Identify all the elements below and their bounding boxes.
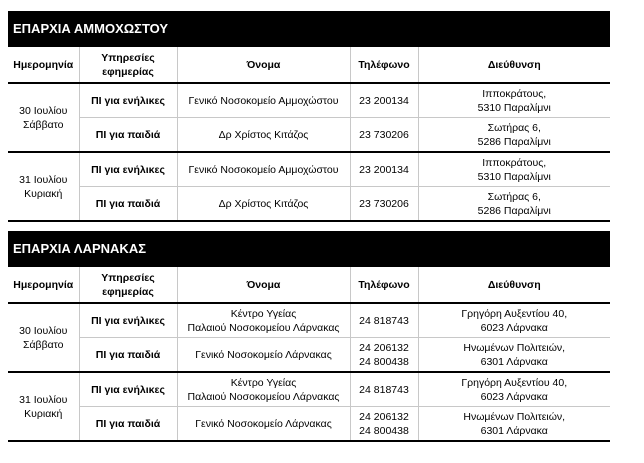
name-text: Γενικό Νοσοκομείο Αμμοχώστου bbox=[188, 163, 339, 176]
section-title: ΕΠΑΡΧΙΑ ΛΑΡΝΑΚΑΣ bbox=[8, 231, 610, 267]
name-text: Δρ Χρίστος Κιτάζος bbox=[218, 197, 309, 210]
weekday-text: Κυριακή bbox=[24, 407, 63, 420]
address-line-1: Γρηγόρη Αυξεντίου 40, bbox=[461, 376, 568, 389]
table-row bbox=[8, 187, 610, 222]
phone-text: 23 200134 bbox=[359, 94, 409, 107]
header-name: Όνομα bbox=[177, 267, 350, 303]
phone-cell bbox=[350, 83, 418, 118]
address-line-2: 6023 Λάρνακα bbox=[480, 390, 548, 403]
service-cell: ΠΙ για ενήλικες bbox=[79, 152, 177, 187]
header-address: Διεύθυνση bbox=[418, 267, 610, 303]
section-ammochostos bbox=[8, 11, 610, 222]
phone-text: 23 730206 bbox=[359, 128, 409, 141]
name-cell bbox=[177, 118, 350, 153]
address-line-2: 6301 Λάρνακα bbox=[480, 424, 548, 437]
service-cell: ΠΙ για ενήλικες bbox=[79, 303, 177, 338]
service-cell: ΠΙ για παιδιά bbox=[79, 407, 177, 442]
header-date: Ημερομηνία bbox=[13, 278, 74, 291]
date-text: 31 Ιουλίου bbox=[19, 393, 68, 406]
weekday-text: Σάββατο bbox=[22, 118, 64, 131]
section-title: ΕΠΑΡΧΙΑ ΑΜΜΟΧΩΣΤΟΥ bbox=[8, 11, 610, 47]
phone-cell bbox=[350, 303, 418, 338]
header-row bbox=[8, 267, 610, 303]
table-row bbox=[8, 152, 610, 187]
header-service: Υπηρεσίες εφημερίας bbox=[79, 267, 177, 303]
name-text: Γενικό Νοσοκομείο Λάρνακας bbox=[195, 417, 332, 430]
name-text: Γενικό Νοσοκομείο Λάρνακας bbox=[195, 348, 332, 361]
address-cell bbox=[418, 372, 610, 407]
address-cell bbox=[418, 83, 610, 118]
phone-text: 23 730206 bbox=[359, 197, 409, 210]
phone-line-2: 24 800438 bbox=[359, 355, 409, 368]
header-phone: Τηλέφωνο bbox=[350, 47, 418, 83]
name-cell bbox=[177, 303, 350, 338]
phone-line-2: 24 800438 bbox=[359, 424, 409, 437]
address-line-1: Ιπποκράτους, bbox=[482, 156, 547, 169]
header-service: Υπηρεσίες εφημερίας bbox=[79, 47, 177, 83]
phone-cell bbox=[350, 152, 418, 187]
date-cell bbox=[8, 83, 79, 152]
address-line-2: 5310 Παραλίμνι bbox=[477, 170, 551, 183]
name-line-2: Παλαιού Νοσοκομείου Λάρνακας bbox=[187, 390, 340, 403]
schedule-table bbox=[8, 267, 610, 442]
phone-cell bbox=[350, 407, 418, 442]
section-larnaka bbox=[8, 231, 610, 442]
date-cell bbox=[8, 152, 79, 221]
phone-cell bbox=[350, 372, 418, 407]
name-line-2: Παλαιού Νοσοκομείου Λάρνακας bbox=[187, 321, 340, 334]
table-row bbox=[8, 118, 610, 153]
weekday-text: Σάββατο bbox=[22, 338, 64, 351]
name-cell bbox=[177, 372, 350, 407]
name-line-1: Κέντρο Υγείας bbox=[230, 376, 297, 389]
address-line-1: Ηνωμένων Πολιτειών, bbox=[463, 341, 566, 354]
service-cell: ΠΙ για ενήλικες bbox=[79, 83, 177, 118]
header-date: Ημερομηνία bbox=[13, 58, 74, 71]
address-cell bbox=[418, 407, 610, 442]
address-line-1: Γρηγόρη Αυξεντίου 40, bbox=[461, 307, 568, 320]
weekday-text: Κυριακή bbox=[24, 187, 63, 200]
table-row bbox=[8, 83, 610, 118]
address-line-2: 6023 Λάρνακα bbox=[480, 321, 548, 334]
address-line-2: 6301 Λάρνακα bbox=[480, 355, 548, 368]
phone-text: 23 200134 bbox=[359, 163, 409, 176]
address-cell bbox=[418, 152, 610, 187]
address-cell bbox=[418, 338, 610, 373]
phone-cell bbox=[350, 338, 418, 373]
phone-cell bbox=[350, 187, 418, 222]
address-line-2: 5310 Παραλίμνι bbox=[477, 101, 551, 114]
header-address: Διεύθυνση bbox=[418, 47, 610, 83]
service-cell: ΠΙ για παιδιά bbox=[79, 118, 177, 153]
address-line-1: Σωτήρας 6, bbox=[487, 121, 541, 134]
address-cell bbox=[418, 118, 610, 153]
name-cell bbox=[177, 152, 350, 187]
name-cell bbox=[177, 187, 350, 222]
date-text: 30 Ιουλίου bbox=[19, 104, 68, 117]
phone-line-1: 24 206132 bbox=[359, 341, 409, 354]
schedule-table bbox=[8, 47, 610, 222]
date-cell bbox=[8, 303, 79, 372]
phone-text: 24 818743 bbox=[359, 383, 409, 396]
address-cell bbox=[418, 187, 610, 222]
phone-line-1: 24 206132 bbox=[359, 410, 409, 423]
service-cell: ΠΙ για παιδιά bbox=[79, 338, 177, 373]
date-cell bbox=[8, 372, 79, 441]
name-cell bbox=[177, 83, 350, 118]
service-cell: ΠΙ για ενήλικες bbox=[79, 372, 177, 407]
address-cell bbox=[418, 303, 610, 338]
name-line-1: Κέντρο Υγείας bbox=[230, 307, 297, 320]
header-row bbox=[8, 47, 610, 83]
date-text: 31 Ιουλίου bbox=[19, 173, 68, 186]
address-line-2: 5286 Παραλίμνι bbox=[477, 135, 551, 148]
header-phone: Τηλέφωνο bbox=[350, 267, 418, 303]
address-line-2: 5286 Παραλίμνι bbox=[477, 204, 551, 217]
name-text: Δρ Χρίστος Κιτάζος bbox=[218, 128, 309, 141]
name-cell bbox=[177, 338, 350, 373]
address-line-1: Ηνωμένων Πολιτειών, bbox=[463, 410, 566, 423]
name-text: Γενικό Νοσοκομείο Αμμοχώστου bbox=[188, 94, 339, 107]
date-text: 30 Ιουλίου bbox=[19, 324, 68, 337]
table-row bbox=[8, 372, 610, 407]
header-name: Όνομα bbox=[177, 47, 350, 83]
service-cell: ΠΙ για παιδιά bbox=[79, 187, 177, 222]
table-row bbox=[8, 303, 610, 338]
phone-cell bbox=[350, 118, 418, 153]
phone-text: 24 818743 bbox=[359, 314, 409, 327]
address-line-1: Σωτήρας 6, bbox=[487, 190, 541, 203]
name-cell bbox=[177, 407, 350, 442]
address-line-1: Ιπποκράτους, bbox=[482, 87, 547, 100]
table-row bbox=[8, 338, 610, 373]
table-row bbox=[8, 407, 610, 442]
